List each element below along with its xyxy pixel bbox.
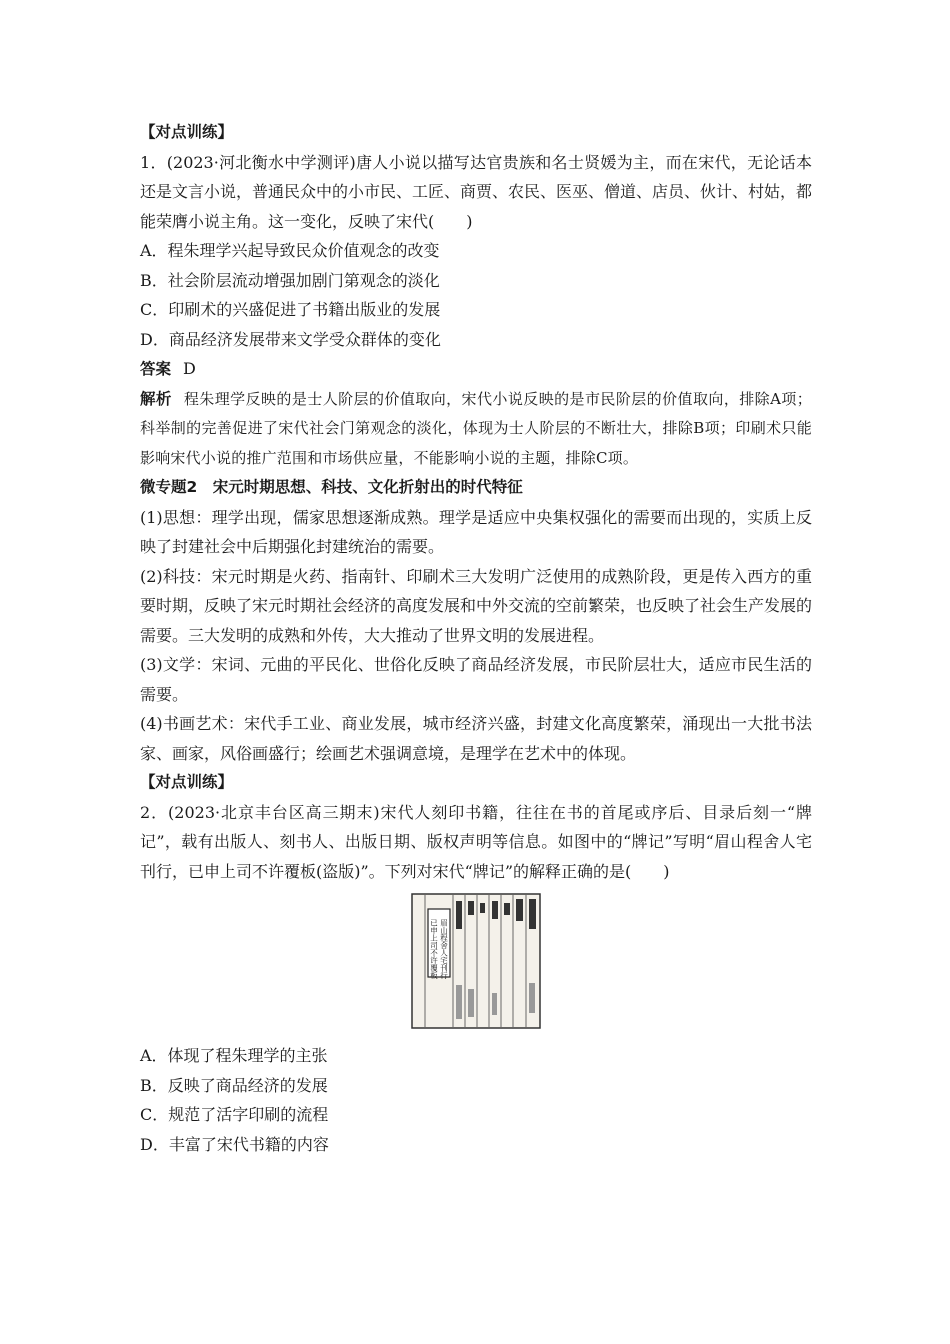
option-b: B．社会阶层流动增强加剧门第观念的淡化 (140, 270, 440, 290)
topic-point-2: (2)科技：宋元时期是火药、指南针、印刷术三大发明广泛使用的成熟阶段，更是传入西方的重要时期，反映了宋元时期社会经济的高度发展和中外交流的空前繁荣，也反映了社会生产发展的需要。三大发明的成熟和外传，大大推动了世界文明的发展进程。 (140, 566, 813, 645)
option-d: D．商品经济发展带来文学受众群体的变化 (140, 329, 441, 349)
q2-option-b: B．反映了商品经济的发展 (140, 1075, 328, 1095)
section-header-2: 【对点训练】 (140, 773, 234, 791)
answer-value: D (183, 359, 196, 378)
answer-line (140, 354, 812, 385)
document-page (140, 118, 812, 1159)
option-c: C．印刷术的兴盛促进了书籍出版业的发展 (140, 300, 441, 319)
question-stem: 1．(2023·河北衡水中学测评)唐人小说以描写达官贵族和名士贤媛为主，而在宋代，无论话本还是文言小说，普通民众中的小市民、工匠、商贾、农民、医巫、僧道、店员、伙计、村姑，都能荣膺小说主角。这一变化，反映了宋代( ) (140, 152, 813, 231)
q2-option-d: D．丰富了宋代书籍的内容 (140, 1134, 329, 1154)
analysis-paragraph (140, 385, 812, 474)
question-2-stem: 2．(2023·北京丰台区高三期末)宋代人刻印书籍，往往在书的首尾或序后、目录后刻一“牌记”，载有出版人、刻书人、出版日期、版权声明等信息。如图中的“牌记”写明“眉山程舍人宅刊行，已申上司不许覆板(盗版)”。下列对宋代“牌记”的解释正确的是( ) (140, 802, 812, 881)
book-colophon-figure (140, 893, 812, 1035)
topic-point-4: (4)书画艺术：宋代手工业、商业发展，城市经济兴盛，封建文化高度繁荣，涌现出一大批书法家、画家，风俗画盛行；绘画艺术强调意境，是理学在艺术中的体现。 (140, 714, 812, 763)
colophon-text-col-2: 已申上司不许覆板 (429, 919, 439, 979)
q2-option-c: C．规范了活字印刷的流程 (140, 1105, 329, 1124)
analysis-label: 解析 (140, 389, 172, 408)
colophon-text-col-1: 眉山程舍人宅刊行 (439, 919, 449, 979)
analysis-text: 程朱理学反映的是士人阶层的价值取向，宋代小说反映的是市民阶层的价值取向，排除A项；科举制的完善促进了宋代社会门第观念的淡化，体现为士人阶层的不断壮大，排除B项；印刷术只能影响宋代小说的推广范围和市场供应量，不能影响小说的主题，排除C项。 (140, 389, 812, 467)
topic-title: 微专题2 宋元时期思想、科技、文化折射出的时代特征 (140, 478, 523, 496)
section-header: 【对点训练】 (140, 123, 234, 141)
colophon-image (411, 893, 541, 1029)
q2-option-a: A．体现了程朱理学的主张 (140, 1046, 328, 1065)
topic-point-3: (3)文学：宋词、元曲的平民化、世俗化反映了商品经济发展，市民阶层壮大，适应市民生活的需要。 (140, 655, 812, 704)
topic-point-1: (1)思想：理学出现，儒家思想逐渐成熟。理学是适应中央集权强化的需要而出现的，实质上反映了封建社会中后期强化封建统治的需要。 (140, 507, 812, 556)
option-a: A．程朱理学兴起导致民众价值观念的改变 (140, 241, 440, 260)
answer-label: 答案 (140, 360, 172, 378)
